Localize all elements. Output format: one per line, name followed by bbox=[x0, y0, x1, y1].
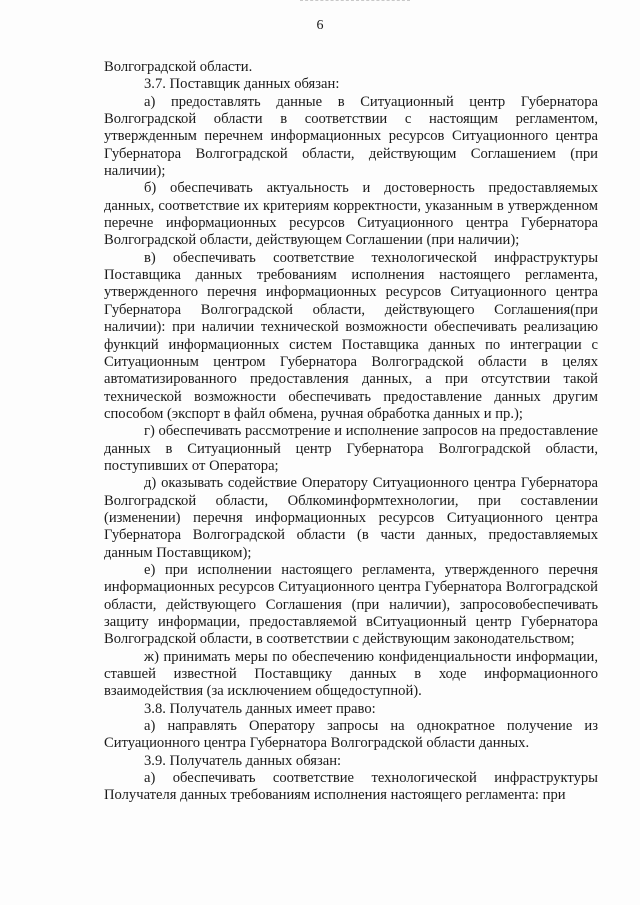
list-item-e: е) при исполнении настоящего регламента, утвержденного перечня информационных ресурсов Ситуационного центра Губернатора Волгоградской области, действующего Соглашения (при наличии), запросовобеспечивать защиту информации, предоставляемой вСитуационный центр Губернатора Волгоградской области, в соответствии с действующим законодательством; bbox=[104, 561, 598, 648]
list-item-a-3-8: а) направлять Оператору запросы на однократное получение из Ситуационного центра Губернатора Волгоградской области данных. bbox=[104, 718, 598, 752]
list-item-a: а) предоставлять данные в Ситуационный центр Губернатора Волгоградской области в соответствии с настоящим регламентом, утвержденным перечнем информационных ресурсов Ситуационного центра Губернатора Волгоградской области, действующим Соглашением (при наличии); bbox=[104, 93, 598, 180]
list-item-v: в) обеспечивать соответствие технологической инфраструктуры Поставщика данных требованиям исполнения настоящего регламента, утвержденного перечня информационных ресурсов Ситуационного центра Губернатора Волгоградской области, действующего Соглашения(при наличии): при наличии технической возможности обеспечивать реализацию функций информационных систем Поставщика данных по интеграции с Ситуационным центром Губернатора Волгоградской области в целях автоматизированного предоставления данных, а при отсутствии такой технической возможности обеспечивать предоставление данных другим способом (экспорт в файл обмена, ручная обработка данных и пр.); bbox=[104, 249, 598, 422]
section-heading-3-9: 3.9. Получатель данных обязан: bbox=[144, 752, 342, 769]
section-heading-3-8: 3.8. Получатель данных имеет право: bbox=[144, 700, 376, 717]
scan-artifact bbox=[300, 0, 410, 4]
document-body bbox=[104, 59, 598, 805]
page-number: 6 bbox=[316, 18, 324, 33]
section-heading-3-7: 3.7. Поставщик данных обязан: bbox=[144, 76, 340, 93]
list-item-g: г) обеспечивать рассмотрение и исполнение запросов на предоставление данных в Ситуационный центр Губернатора Волгоградской области, поступивших от Оператора; bbox=[104, 423, 598, 474]
list-item-b: б) обеспечивать актуальность и достоверность предоставляемых данных, соответствие их критериям корректности, указанным в утвержденном перечне информационных ресурсов Ситуационного центра Губернатора Волгоградской области, действующем Соглашении (при наличии); bbox=[104, 180, 598, 249]
paragraph-continuation: Волгоградской области. bbox=[104, 59, 253, 75]
list-item-d: д) оказывать содействие Оператору Ситуационного центра Губернатора Волгоградской области, Облкоминформтехнологии, при составлении (изменении) перечня информационных ресурсов Ситуационного центра Губернатора Волгоградской области (в части данных, предоставляемых данным Поставщиком); bbox=[104, 475, 598, 561]
list-item-a-3-9: а) обеспечивать соответствие технологической инфраструктуры Получателя данных требованиям исполнения настоящего регламента: при bbox=[104, 770, 598, 804]
list-item-zh: ж) принимать меры по обеспечению конфиденциальности информации, ставшей известной Поставщику данных в ходе информационного взаимодействия (за исключением общедоступной). bbox=[104, 648, 598, 700]
